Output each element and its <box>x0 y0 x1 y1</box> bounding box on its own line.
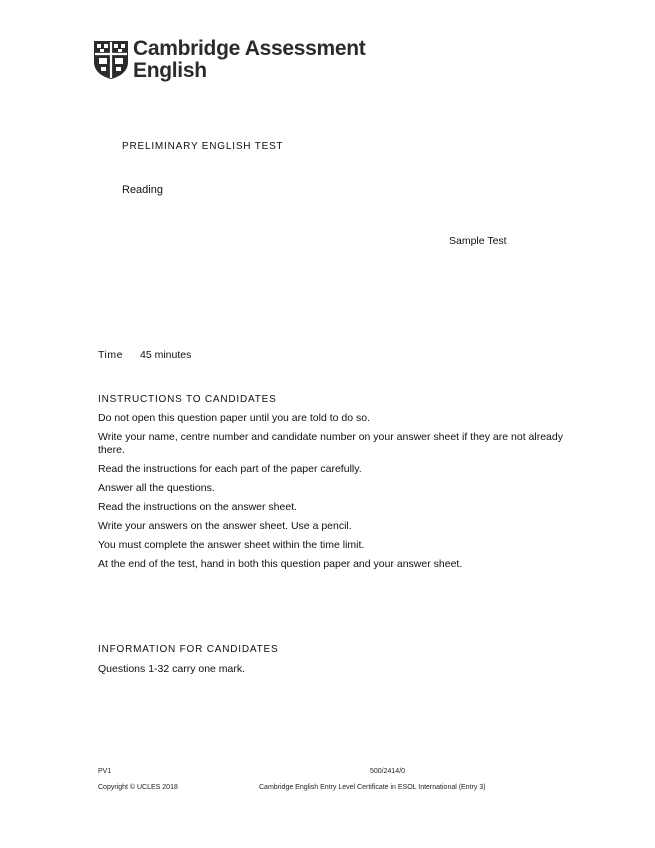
instruction-item: Answer all the questions. <box>98 481 215 494</box>
instruction-item: Read the instructions on the answer sheet. <box>98 500 298 513</box>
footer-certificate: Cambridge English Entry Level Certificate in ESOL International (Entry 3) <box>259 784 486 791</box>
exam-title: PRELIMINARY ENGLISH TEST <box>122 141 284 152</box>
footer-copyright: Copyright © UCLES 2018 <box>98 784 178 791</box>
instruction-item: Read the instructions for each part of the paper carefully. <box>98 462 362 475</box>
footer-code: PV1 <box>98 768 112 775</box>
logo-line-1: Cambridge Assessment <box>133 37 366 60</box>
logo-wordmark <box>133 37 365 82</box>
footer-paper-number: 500/2414/0 <box>370 768 406 775</box>
instructions-heading: INSTRUCTIONS TO CANDIDATES <box>98 394 277 405</box>
instructions-list <box>98 412 578 577</box>
logo-line-2: English <box>133 59 207 82</box>
time-value: 45 minutes <box>140 349 192 361</box>
subject-label: Reading <box>122 184 163 196</box>
information-text: Questions 1-32 carry one mark. <box>98 663 246 675</box>
instruction-item: At the end of the test, hand in both this question paper and your answer sheet. <box>98 557 463 570</box>
instruction-item: Write your name, centre number and candidate number on your answer sheet if they are not already there. <box>98 431 563 456</box>
cambridge-shield-icon <box>93 40 129 80</box>
instruction-item: Do not open this question paper until you are told to do so. <box>98 412 371 424</box>
sample-test-label: Sample Test <box>449 235 507 247</box>
instruction-item: You must complete the answer sheet within the time limit. <box>98 538 365 551</box>
time-label: Time <box>98 349 123 361</box>
information-heading: INFORMATION FOR CANDIDATES <box>98 644 279 655</box>
instruction-item: Write your answers on the answer sheet. Use a pencil. <box>98 519 352 532</box>
